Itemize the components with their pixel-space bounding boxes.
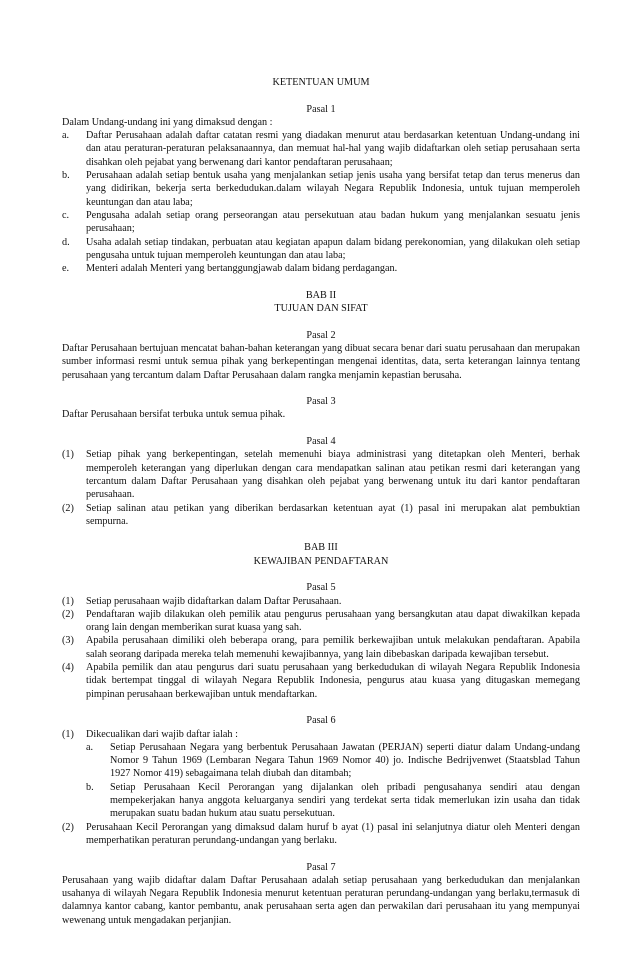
subitem-label: a. xyxy=(86,741,94,753)
pasal-6-heading: Pasal 6 xyxy=(306,715,336,727)
item-label: (1) xyxy=(62,595,74,607)
pasal-2-heading: Pasal 2 xyxy=(306,329,336,341)
item-label: (2) xyxy=(62,502,74,514)
item-text: Dikecualikan dari wajib daftar ialah : xyxy=(86,728,238,740)
pasal-2-text: Daftar Perusahaan bertujuan mencatat bahan-bahan keterangan yang dibuat secara benar dari suatu perusahaan dan merupakan sumber informasi resmi untuk semua pihak yang berkepentingan mengenai identitas, data, serta keterangan lainnya tentang perusahaan yang tercantum dalam Daftar Perusahaan dalam rangka menjamin kepastian berusaha. xyxy=(62,342,580,381)
document-title: KETENTUAN UMUM xyxy=(272,77,370,88)
pasal-4-item-2 xyxy=(62,502,580,529)
pasal-1-item-e xyxy=(62,262,580,275)
pasal-1-item-a xyxy=(62,129,580,169)
pasal-6-subitem-b xyxy=(62,781,580,821)
item-text: Pengusaha adalah setiap orang perseorangan atau persekutuan atau badan hukum yang menjalankan sesuatu jenis perusahaan; xyxy=(86,209,580,235)
item-text: Pendaftaran wajib dilakukan oleh pemilik atau pengurus perusahaan yang bersangkutan atau dapat diwakilkan kepada orang lain dengan memberikan surat kuasa yang sah. xyxy=(86,608,580,634)
item-label: (2) xyxy=(62,608,74,620)
pasal-7-heading: Pasal 7 xyxy=(306,861,336,873)
item-text: Apabila perusahaan dimiliki oleh beberapa orang, para pemilik berkewajiban untuk melakukan pendaftaran. Apabila salah seorang daripada mereka telah memenuhi kewajibannya, yang lain dibebaskan daripada kewajiban tersebut. xyxy=(86,635,580,660)
item-text: Perusahaan adalah setiap bentuk usaha yang menjalankan setiap jenis usaha yang bersifat tetap dan terus menerus dan yang didirikan, bekerja serta berkedudukan.dalam wilayah Negara Republik Indonesia, untuk tujuan memperoleh keuntungan dan atau laba; xyxy=(86,170,580,208)
pasal-4-heading: Pasal 4 xyxy=(306,436,336,448)
item-label: (1) xyxy=(62,449,74,461)
pasal-6-item-2 xyxy=(62,821,580,848)
item-label: (3) xyxy=(62,635,74,647)
item-text: Perusahaan Kecil Perorangan yang dimaksud dalam huruf b ayat (1) pasal ini selanjutnya diatur oleh Menteri dengan memperhatikan peraturan perundang-undangan yang berlaku. xyxy=(86,821,580,846)
item-label: (2) xyxy=(62,821,74,833)
pasal-5-item-4 xyxy=(62,661,580,701)
subitem-text: Setiap Perusahaan Kecil Perorangan yang dijalankan oleh pribadi pengusahanya sendiri atau dengan mempekerjakan hanya anggota keluarganya sendiri yang terdekat serta tidak memerlukan izin usaha dan tidak merupakan suatu badan hukum atau suatu persekutuan. xyxy=(110,781,580,820)
pasal-1-heading: Pasal 1 xyxy=(306,103,336,115)
item-label: b. xyxy=(62,170,70,182)
pasal-1-item-b xyxy=(62,169,580,209)
item-text: Usaha adalah setiap tindakan, perbuatan atau kegiatan apapun dalam bidang perekonomian, yang dilakukan oleh setiap pengusaha untuk tujuan memperoleh keuntungan dan atau laba; xyxy=(86,236,580,261)
bab-3-heading: BAB III xyxy=(304,542,338,554)
subitem-label: b. xyxy=(86,781,94,793)
item-label: a. xyxy=(62,130,70,142)
pasal-5-item-3 xyxy=(62,634,580,661)
item-text: Apabila pemilik dan atau pengurus dari suatu perusahaan yang berkedudukan di wilayah Negara Republik Indonesia tidak bertempat tinggal di wilayah Negara Republik Indonesia, pengurus atau kuasa yang ditugaskan memegang pimpinan perusahaan berkewajiban untuk mendaftarkan. xyxy=(86,662,580,700)
pasal-7-text: Perusahaan yang wajib didaftar dalam Daftar Perusahaan adalah setiap perusahaan yang berkedudukan dan menjalankan usahanya di wilayah Negara Republik Indonesia menurut ketentuan peraturan perundang-undangan yang berlaku,termasuk di dalamnya kantor cabang, kantor pembantu, anak perusahaan serta agen dan perwakilan dari perusahaan itu yang mempunyai wewenang untuk mengadakan perjanjian. xyxy=(62,874,580,926)
pasal-1-item-d xyxy=(62,236,580,263)
item-label: (4) xyxy=(62,662,74,674)
pasal-6-subitem-a xyxy=(62,741,580,781)
item-text: Setiap salinan atau petikan yang diberikan berdasarkan ketentuan ayat (1) pasal ini merupakan alat pembuktian sempurna. xyxy=(86,502,580,527)
pasal-5-item-1 xyxy=(62,595,580,608)
item-label: c. xyxy=(62,209,70,221)
pasal-6-item-1 xyxy=(62,728,580,741)
bab-3-subtitle: KEWAJIBAN PENDAFTARAN xyxy=(253,555,389,567)
subitem-text: Setiap Perusahaan Negara yang berbentuk Perusahaan Jawatan (PERJAN) seperti diatur dalam Undang-undang Nomor 9 Tahun 1969 (Lembaran Negara Tahun 1969 Nomor 40) jo. Indische Bedrijvenwet (Staatsblad Tahun 1927 Nomor 419) sebagaimana telah diubah dan ditambah; xyxy=(110,741,580,780)
pasal-3-text: Daftar Perusahaan bersifat terbuka untuk semua pihak. xyxy=(62,409,286,421)
bab-2-subtitle: TUJUAN DAN SIFAT xyxy=(274,303,368,315)
item-label: d. xyxy=(62,236,70,248)
pasal-1-intro: Dalam Undang-undang ini yang dimaksud dengan : xyxy=(62,116,273,128)
pasal-5-heading: Pasal 5 xyxy=(306,582,336,594)
pasal-1-item-c xyxy=(62,209,580,236)
item-label: e. xyxy=(62,263,70,275)
pasal-4-item-1 xyxy=(62,448,580,501)
bab-2-heading: BAB II xyxy=(305,289,337,301)
item-text: Setiap perusahaan wajib didaftarkan dalam Daftar Perusahaan. xyxy=(86,595,342,607)
pasal-5-item-2 xyxy=(62,608,580,635)
pasal-3-heading: Pasal 3 xyxy=(306,396,336,408)
item-text: Setiap pihak yang berkepentingan, setelah memenuhi biaya administrasi yang ditetapkan oleh Menteri, berhak memperoleh keterangan yang diperlukan dengan cara mendapatkan salinan atau petikan resmi dari keterangan yang tercantum dalam Daftar Perusahaan yang disahkan oleh pejabat yang berwenang untuk itu dari kantor pendaftaran perusahaan. xyxy=(86,449,580,501)
item-text: Daftar Perusahaan adalah daftar catatan resmi yang diadakan menurut atau berdasarkan ketentuan Undang-undang ini dan atau peraturan-peraturan pelaksanaannya, dan memuat hal-hal yang wajib didaftarkan oleh setiap perusahaan serta disahkan oleh pejabat yang berwenang dari kantor pendaftaran perusahaan; xyxy=(86,130,580,168)
item-label: (1) xyxy=(62,728,74,740)
item-text: Menteri adalah Menteri yang bertanggungjawab dalam bidang perdagangan. xyxy=(86,263,398,275)
